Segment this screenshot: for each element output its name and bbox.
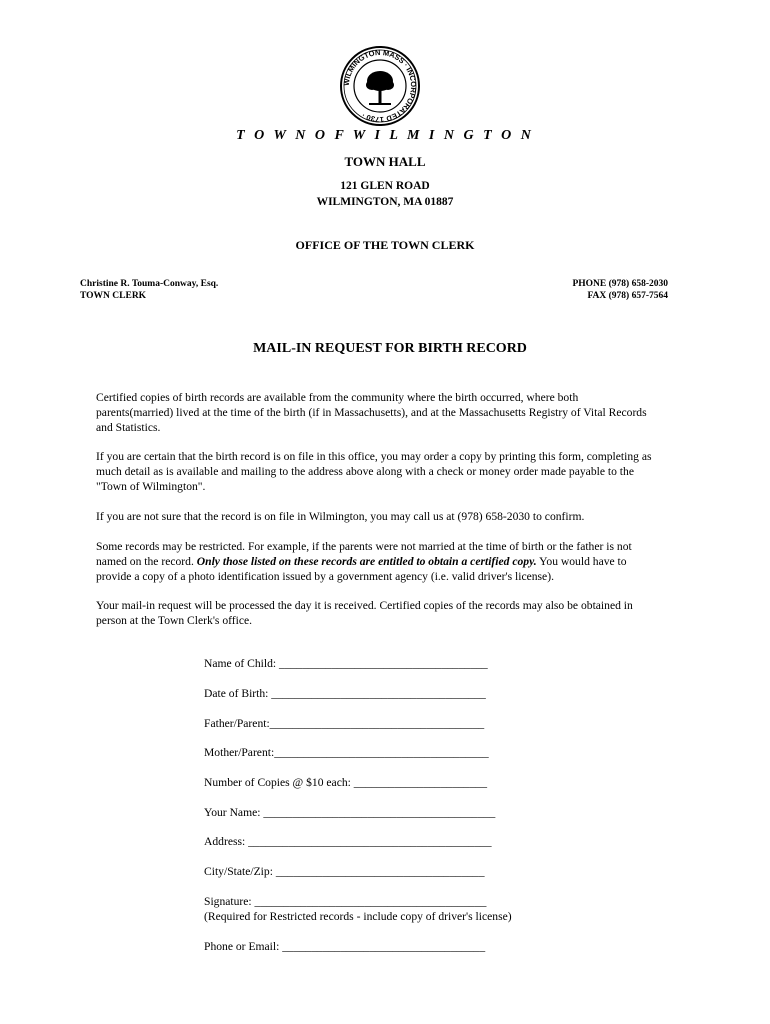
field-your-name[interactable]: Your Name: ________________________________________ bbox=[204, 806, 496, 819]
town-seal-logo bbox=[339, 45, 421, 127]
paragraph-ordering: If you are certain that the birth record is on file in this office, you may order a copy by printing this form, completing as much detail as is available and mailing to the address above along with a check or money order made payable to the "Town of Wilmington". bbox=[96, 450, 652, 493]
town-name: T O W N O F W I L M I N G T O N bbox=[236, 128, 534, 143]
clerk-title: TOWN CLERK bbox=[80, 291, 147, 301]
town-hall: TOWN HALL bbox=[344, 154, 426, 169]
field-name-of-child[interactable]: Name of Child: ____________________________________ bbox=[204, 657, 488, 670]
signature-note: (Required for Restricted records - include copy of driver's license) bbox=[204, 910, 512, 923]
fax-number: FAX (978) 657-7564 bbox=[587, 291, 668, 301]
field-city-state-zip[interactable]: City/State/Zip: ____________________________________ bbox=[204, 865, 485, 878]
seal-ring-text: WILMINGTON MASS · INCORPORATED 1730 · bbox=[341, 47, 419, 125]
document-title: MAIL-IN REQUEST FOR BIRTH RECORD bbox=[253, 341, 527, 356]
field-number-of-copies[interactable]: Number of Copies @ $10 each: _______________________ bbox=[204, 776, 488, 789]
paragraph-confirm: If you are not sure that the record is on file in Wilmington, you may call us at (978) 658-2030 to confirm. bbox=[96, 510, 585, 523]
field-father-parent[interactable]: Father/Parent:_____________________________________ bbox=[204, 717, 485, 730]
restricted-notice: Only those listed on these records are entitled to obtain a certified copy. bbox=[196, 555, 537, 568]
street-address: 121 GLEN ROAD bbox=[340, 180, 430, 192]
office-title: OFFICE OF THE TOWN CLERK bbox=[295, 238, 475, 252]
field-mother-parent[interactable]: Mother/Parent:_____________________________________ bbox=[204, 746, 489, 759]
phone-number: PHONE (978) 658-2030 bbox=[572, 279, 668, 289]
paragraph-processing: Your mail-in request will be processed the day it is received. Certified copies of the records may also be obtained in person at the Town Clerk's office. bbox=[96, 599, 633, 627]
city-address: WILMINGTON, MA 01887 bbox=[316, 196, 454, 208]
field-address[interactable]: Address: __________________________________________ bbox=[204, 835, 492, 848]
paragraph-restricted: Some records may be restricted. For example, if the parents were not married at the time of birth or the father is not named on the record. Only those listed on these records are entitled to obtain a certified copy. You would have to provide a copy of a photo identification issued by a government agency (i.e. valid driver's license). bbox=[96, 540, 632, 583]
clerk-name: Christine R. Touma-Conway, Esq. bbox=[80, 279, 219, 289]
field-phone-or-email[interactable]: Phone or Email: ___________________________________ bbox=[204, 940, 486, 953]
paragraph-availability: Certified copies of birth records are available from the community where the birth occurred, where both parents(married) lived at the time of the birth (if in Massachusetts), and at the Massachusetts Registry of Vital Records and Statistics. bbox=[96, 391, 647, 434]
field-signature[interactable]: Signature: ________________________________________ bbox=[204, 895, 487, 908]
field-date-of-birth[interactable]: Date of Birth: _____________________________________ bbox=[204, 687, 486, 700]
